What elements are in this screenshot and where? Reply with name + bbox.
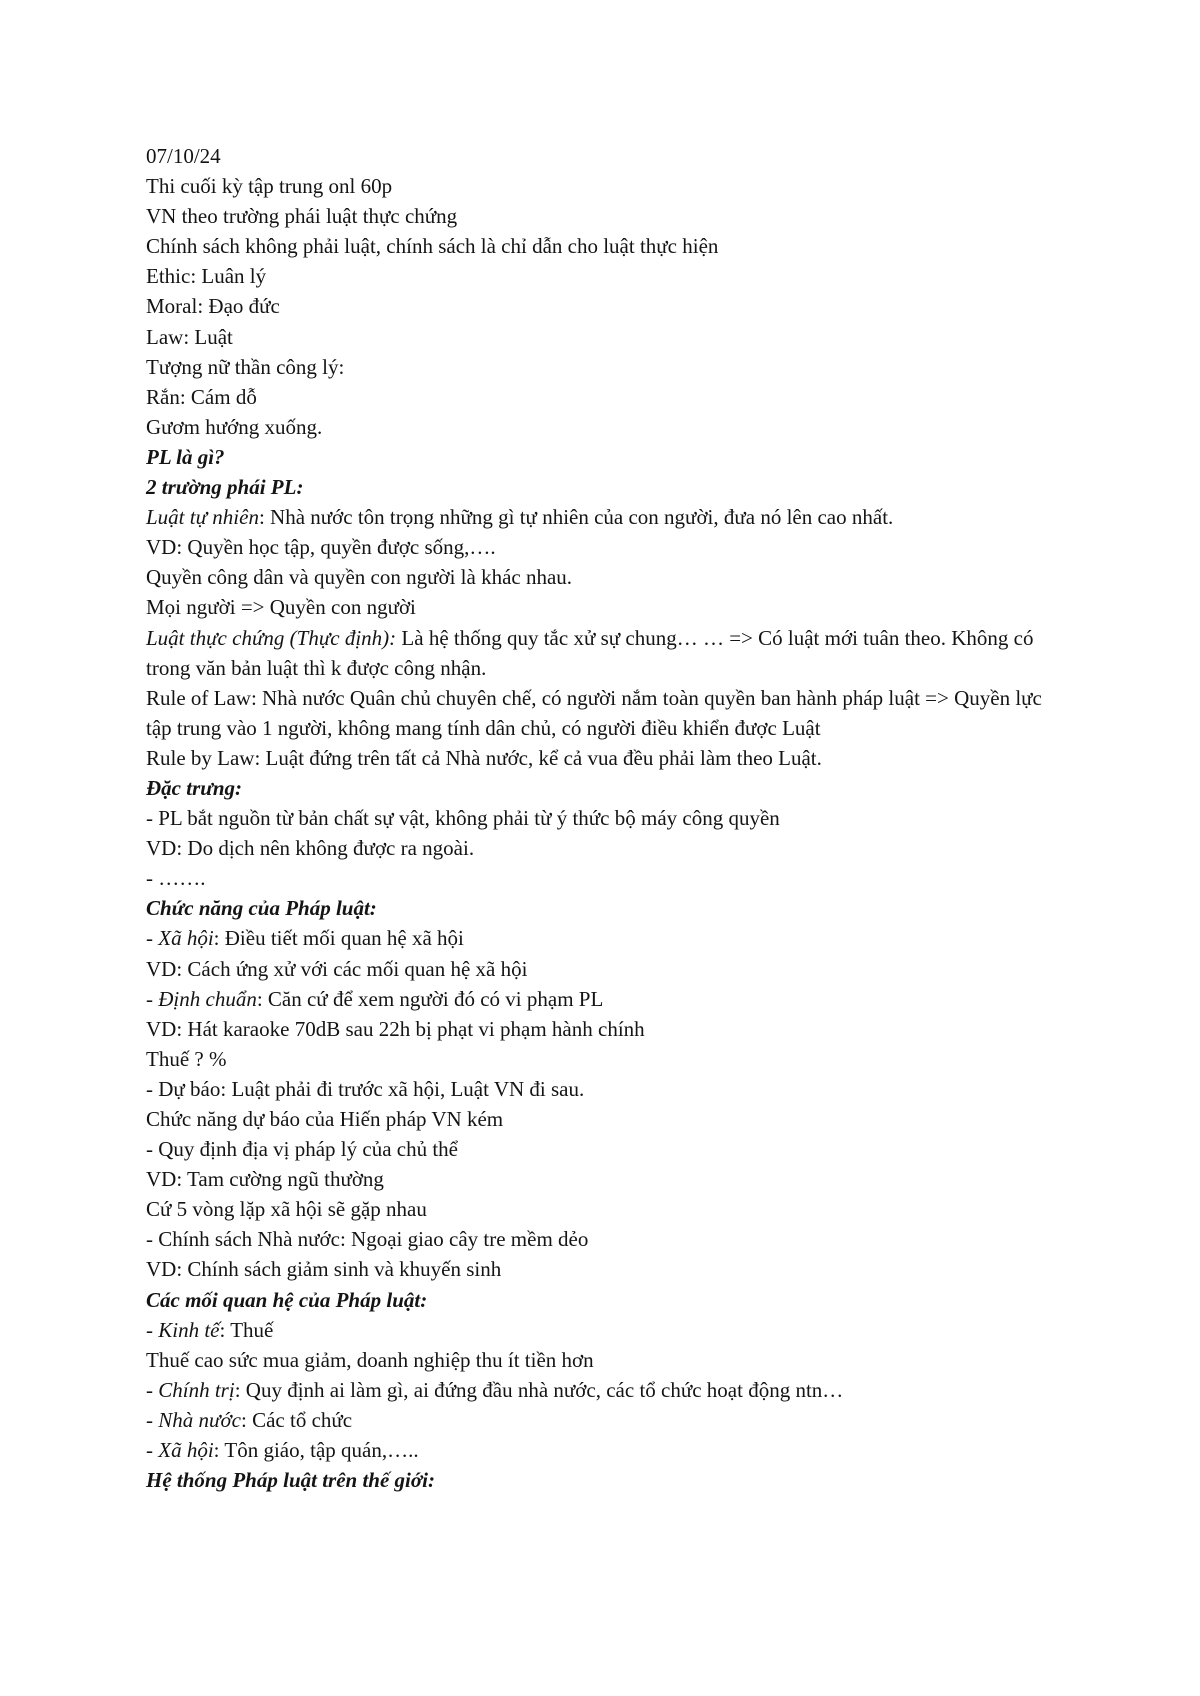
term-label: Nhà nước xyxy=(158,1407,241,1432)
term-description: : Các tổ chức xyxy=(241,1407,353,1432)
text-line xyxy=(146,1405,1066,1435)
text-line: Mọi người => Quyền con người xyxy=(146,595,416,620)
text-line xyxy=(146,984,1066,1014)
bullet-prefix: - xyxy=(146,1317,159,1342)
text-line: Ethic: Luân lý xyxy=(146,264,267,289)
text-line: - Chính sách Nhà nước: Ngoại giao cây tre mềm dẻo xyxy=(146,1227,589,1252)
term-label: Chính trị xyxy=(158,1377,235,1402)
text-line: VN theo trường phái luật thực chứng xyxy=(146,204,458,229)
term-description: Là hệ thống quy tắc xử sự chung… … => Có luật mới tuân theo. Không có trong văn bản luật thì k được công nhận. xyxy=(146,625,1034,680)
text-line xyxy=(146,1315,1066,1345)
section-heading: PL là gì? xyxy=(146,444,225,469)
text-line xyxy=(146,1375,1066,1405)
text-line: Gươm hướng xuống. xyxy=(146,414,323,439)
term-label: Kinh tế xyxy=(158,1317,220,1342)
text-line: Thuế ? % xyxy=(146,1046,227,1071)
text-line: Cứ 5 vòng lặp xã hội sẽ gặp nhau xyxy=(146,1197,427,1222)
term-description: : Điều tiết mối quan hệ xã hội xyxy=(213,926,464,951)
term-description: : Nhà nước tôn trọng những gì tự nhiên của con người, đưa nó lên cao nhất. xyxy=(258,505,894,530)
section-heading: Đặc trưng: xyxy=(146,775,242,800)
term-description: : Thuế xyxy=(219,1317,274,1342)
text-line: VD: Do dịch nên không được ra ngoài. xyxy=(146,836,475,861)
text-line xyxy=(146,502,1066,532)
text-paragraph: Rule of Law: Nhà nước Quân chủ chuyên chế, có người nắm toàn quyền ban hành pháp luật => Quyền lực tập trung vào 1 người, không mang tính dân chủ, có người điều khiển được Luật xyxy=(146,685,1042,740)
text-line: Law: Luật xyxy=(146,324,233,349)
term-label: Xã hội xyxy=(158,1438,214,1463)
text-line xyxy=(146,923,1066,953)
term-label: Luật tự nhiên xyxy=(146,505,259,530)
text-line: VD: Hát karaoke 70dB sau 22h bị phạt vi phạm hành chính xyxy=(146,1016,645,1041)
text-line: Tượng nữ thần công lý: xyxy=(146,354,345,379)
text-paragraph xyxy=(146,623,1066,683)
term-description: : Căn cứ để xem người đó có vi phạm PL xyxy=(256,986,604,1011)
text-line: VD: Chính sách giảm sinh và khuyến sinh xyxy=(146,1257,502,1282)
text-line: Rule by Law: Luật đứng trên tất cả Nhà nước, kể cả vua đều phải làm theo Luật. xyxy=(146,745,822,770)
date-line: 07/10/24 xyxy=(146,144,221,168)
text-line: - Dự báo: Luật phải đi trước xã hội, Luật VN đi sau. xyxy=(146,1076,585,1101)
text-line: Moral: Đạo đức xyxy=(146,294,280,319)
term-description: : Tôn giáo, tập quán,….. xyxy=(213,1438,419,1463)
term-label: Xã hội xyxy=(158,926,214,951)
bullet-prefix: - xyxy=(146,926,159,951)
section-heading: Chức năng của Pháp luật: xyxy=(146,896,377,921)
bullet-prefix: - xyxy=(146,1377,159,1402)
term-label: Luật thực chứng (Thực định): xyxy=(146,625,397,650)
bullet-prefix: - xyxy=(146,1407,159,1432)
term-label: Định chuẩn xyxy=(158,986,257,1011)
bullet-prefix: - xyxy=(146,1438,159,1463)
text-line: Chính sách không phải luật, chính sách là chỉ dẫn cho luật thực hiện xyxy=(146,234,719,259)
document-body xyxy=(146,141,1066,1495)
text-line: - Quy định địa vị pháp lý của chủ thể xyxy=(146,1137,459,1162)
text-line: Quyền công dân và quyền con người là khác nhau. xyxy=(146,565,573,590)
text-line: Rắn: Cám dỗ xyxy=(146,384,257,409)
text-line: VD: Quyền học tập, quyền được sống,…. xyxy=(146,535,496,560)
text-line: VD: Tam cường ngũ thường xyxy=(146,1167,384,1192)
section-heading: 2 trường phái PL: xyxy=(146,475,304,500)
text-line: Thuế cao sức mua giảm, doanh nghiệp thu ít tiền hơn xyxy=(146,1347,594,1372)
term-description: : Quy định ai làm gì, ai đứng đầu nhà nước, các tổ chức hoạt động ntn… xyxy=(234,1377,844,1402)
text-line: VD: Cách ứng xử với các mối quan hệ xã hội xyxy=(146,956,528,981)
section-heading: Hệ thống Pháp luật trên thế giới: xyxy=(146,1468,435,1493)
text-line xyxy=(146,1435,1066,1465)
text-line: - PL bắt nguồn từ bản chất sự vật, không phải từ ý thức bộ máy công quyền xyxy=(146,806,780,831)
text-line: Chức năng dự báo của Hiến pháp VN kém xyxy=(146,1107,504,1131)
bullet-prefix: - xyxy=(146,986,159,1011)
text-line: Thi cuối kỳ tập trung onl 60p xyxy=(146,174,393,199)
section-heading: Các mối quan hệ của Pháp luật: xyxy=(146,1287,428,1312)
text-line: - ……. xyxy=(146,866,206,891)
